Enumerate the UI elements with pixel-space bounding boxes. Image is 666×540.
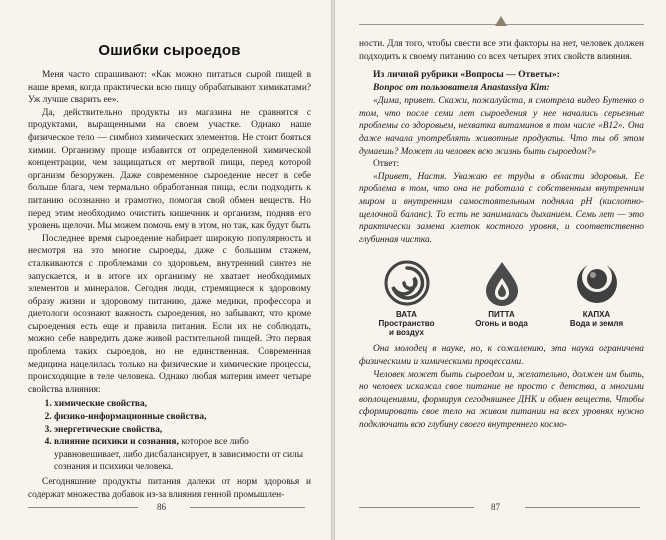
paragraph: Последнее время сыроедение набирает широкую популярность и несмотря на это многие сыроеды, даже с большим стажем, сталкиваются с проблемами со здоровьем, внутренний синтез не запускается, и в итоге их организму не хватает необходимых элементов и минералов. Сегодня люди, стремящиеся к здоровому образу жизни и здоровому питанию, даже медики, профессора и диетологи осознают важность сыроедения, но забывают, что кроме сыроедения есть еще и правила питания. Если их не соблюдать, можно себе навредить даже живой растительной пищей. Это первая проблема таких сыроедов, но не единственная. Современная медицина нацелилась только на физические и химические процессы, происходящие в теле человека. Однако любая материя имеет четыре свойства влияния: [28,233,311,395]
dosha-vata: ВАТА Пространство и воздух [367,260,447,337]
dosha-icons [359,260,644,337]
dosha-kapha: КАПХА Вода и земля [557,260,637,337]
paragraph: Да, действительно продукты из магазина не сравнятся с продуктами, выращенными на своем участке. Однако наше физическое тело — симбиоз химических элементов. Не стоит бояться химии. Организму проще избавится от определенной химической концентрации, чем защищаться от мертвой пищи, перед которой организм безоружен. Даже современное сыроедение несет в себе больше блага, чем термально обработанная пища, если подходить к питанию осознанно и грамотно, помогая свой обмен веществ. Но перед этим необходимо очистить кишечник и организм, подняв его уровень щелочи. Мы можем помочь ему в этом, но так, как будут быть [28,107,311,232]
paragraph: Человек может быть сыроедом и, желательно, должен им быть, но человек искажал свое питание не просто с детства, а многими воплощениями, формируя сегодняшнее ДНК и обмен веществ. Чтобы сформировать свое тело на живом питании на всех уровнях нужно подключать всю глубину своего внутреннего космо- [359,369,644,430]
left-page [0,0,331,540]
footer-rule-left [359,507,474,508]
footer-rule-right [190,507,305,508]
spiral-icon [384,260,430,306]
rubric-user: Вопрос от пользователя Anastassiya Kim: [373,82,550,94]
paragraph: Она молодец в науке, но, к сожалению, эта наука ограничена физическими и химическими процессами. [359,344,644,367]
footer-rule-right [525,507,640,508]
paragraph: ности. Для того, чтобы свести все эти факторы на нет, человек должен подходить к своему питанию со всех четырех этих свойств влияния. [359,39,644,62]
list-item: 4. влияние психики и сознания, которое все либо уравновешивает, либо дисбалансирует, в зависимости от силы сознания и психики человека. [54,436,311,474]
dosha-pitta: ПИТТА Огонь и вода [462,260,542,337]
answer-label: Ответ: [373,159,400,170]
moon-sphere-icon [574,260,620,306]
paragraph: Меня часто спрашивают: «Как можно питаться сырой пищей в наше время, когда практически всю пищу обрабатывают химикатами? Уж лучше сварить ее». [28,70,311,106]
list-item: 3. энергетические свойства, [54,424,311,437]
rubric-heading: Из личной рубрики «Вопросы — Ответы»: [373,69,560,81]
footer-rule-left [28,507,138,508]
list-item: 1. химические свойства, [54,398,311,411]
paragraph: Сегодняшние продукты питания далеки от норм здоровья и содержат множества добавок из-за влияния генной промышлен- [28,477,311,500]
page-number: 87 [491,502,500,512]
triangle-ornament-icon [495,16,507,26]
chapter-title: Ошибки сыроедов [98,42,241,59]
flame-drop-icon [482,260,522,306]
page-number: 86 [157,502,166,512]
influence-list [28,398,311,474]
question-text: «Дима, привет. Скажи, пожалуйста, я смотрела видео Бутенко о том, что после семи лет сыроедения у нее начались серьезные проблемы со здоровьем, нехватка витаминов в том числе «В12». Она даже начала употреблять животные продукты. Что ты об этом думаешь? Может ли человек всю жизнь быть сыроедом?» [359,96,644,157]
right-page [335,0,666,540]
answer-text: «Привет, Настя. Уважаю ее труды в области здоровья. Ее проблема в том, что она не работала с собственным внутренним миром и внутренним самостоятельным подняла pH (кислотно-щелочной баланс). То есть не занималась дыханием. Семь лет — это практически замена клеток костного уровня, и соответственно глубинная чистка. [359,171,644,245]
list-item: 2. физико-информационные свойства, [54,411,311,424]
